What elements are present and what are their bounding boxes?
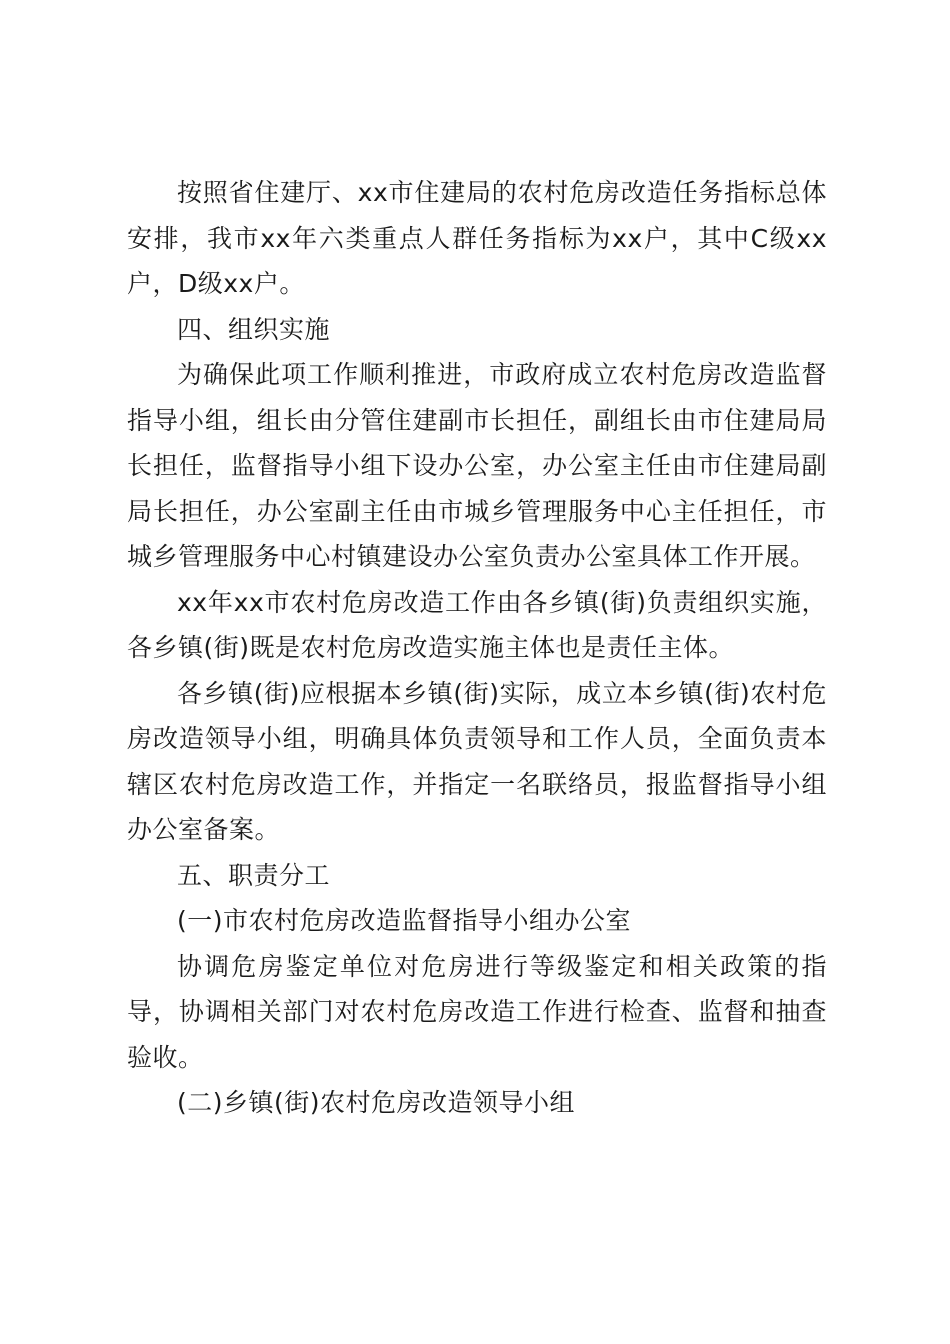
section-heading-organization: 四、组织实施	[177, 314, 331, 344]
paragraph-task-indicators: 按照省住建厅、xx市住建局的农村危房改造任务指标总体安排，我市xx年六类重点人群任务指标为xx户，其中C级xx户，D级xx户。	[127, 178, 827, 298]
document-page	[127, 170, 827, 1126]
paragraph-coordination: 协调危房鉴定单位对危房进行等级鉴定和相关政策的指导，协调相关部门对农村危房改造工作进行检查、监督和抽查验收。	[127, 951, 827, 1072]
paragraph-leading-group: 各乡镇(街)应根据本乡镇(街)实际，成立本乡镇(街)农村危房改造领导小组，明确具体负责领导和工作人员，全面负责本辖区农村危房改造工作，并指定一名联络员，报监督指导小组办公室备案。	[127, 678, 827, 844]
paragraph-supervision-group: 为确保此项工作顺利推进，市政府成立农村危房改造监督指导小组，组长由分管住建副市长担任，副组长由市住建局局长担任，监督指导小组下设办公室，办公室主任由市住建局副局长担任，办公室副主任由市城乡管理服务中心主任担任，市城乡管理服务中心村镇建设办公室负责办公室具体工作开展。	[127, 360, 827, 571]
section-heading-duties: 五、职责分工	[177, 860, 331, 890]
subheading-city-office: (一)市农村危房改造监督指导小组办公室	[177, 906, 632, 935]
paragraph-township-responsibility: xx年xx市农村危房改造工作由各乡镇(街)负责组织实施，各乡镇(街)既是农村危房改造实施主体也是责任主体。	[127, 587, 827, 662]
subheading-township-group: (二)乡镇(街)农村危房改造领导小组	[177, 1088, 576, 1117]
